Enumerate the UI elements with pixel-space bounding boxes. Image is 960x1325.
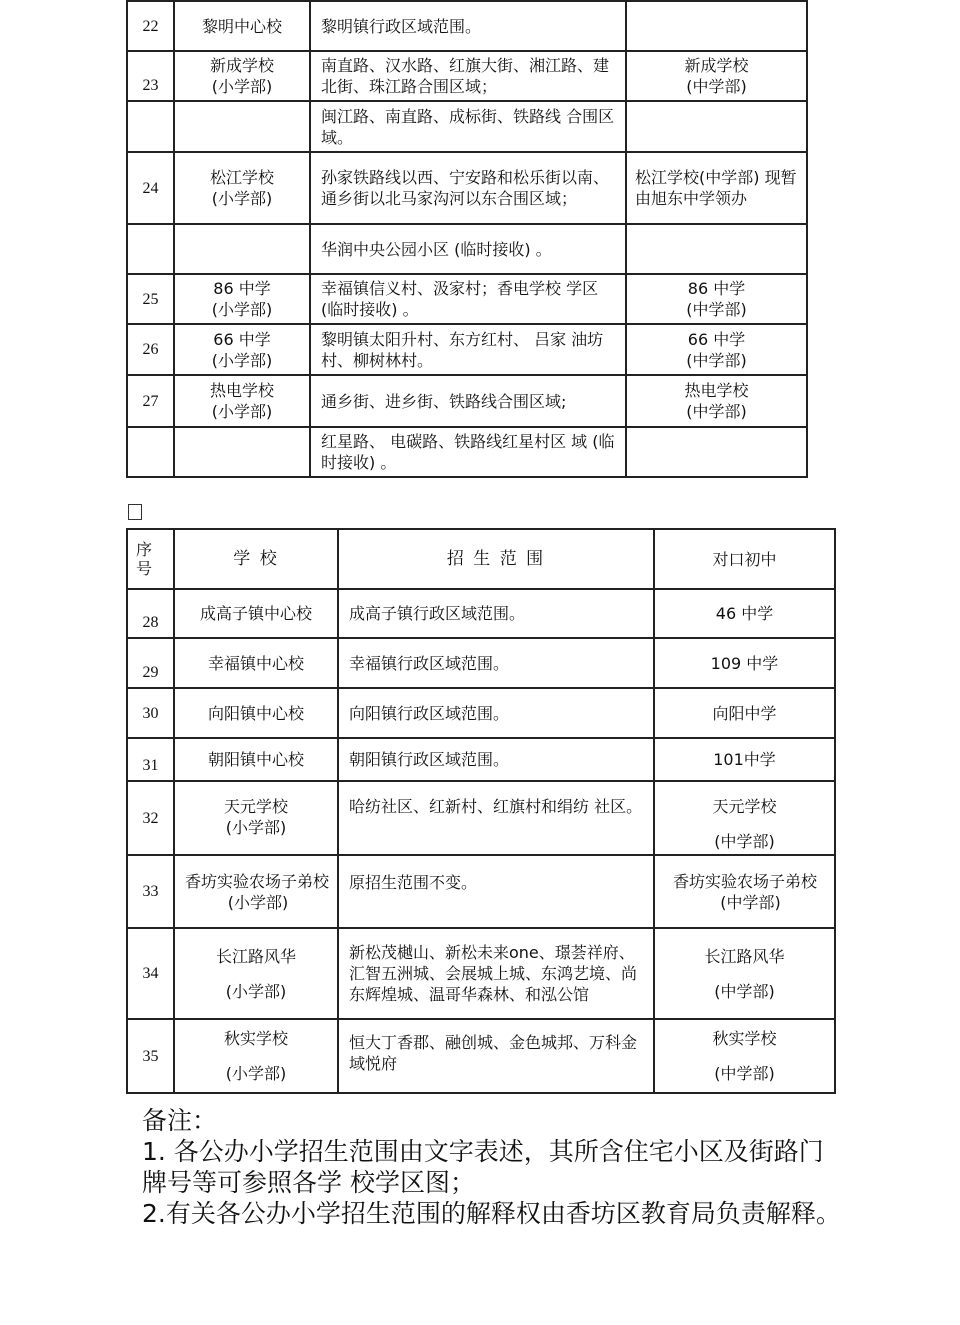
middle-school-cell: 46 中学 (654, 589, 835, 638)
middle-school-cell: 松江学校(中学部) 现暂由旭东中学领办 (626, 152, 807, 224)
middle-school-cell (626, 224, 807, 274)
school-cell: 长江路风华 (小学部) (174, 928, 338, 1019)
range-cell: 红星路、 电碳路、铁路线红星村区 域 (临时接收) 。 (310, 427, 626, 477)
header-middle-school: 对口初中 (654, 529, 835, 589)
row-number: 35 (127, 1019, 174, 1093)
table-row (127, 738, 835, 781)
table-row (127, 855, 835, 928)
range-cell: 南直路、汉水路、红旗大街、湘江路、建北街、珠江路合围区域； (310, 51, 626, 101)
row-number (127, 427, 174, 477)
range-cell: 朝阳镇行政区域范围。 (338, 738, 654, 781)
range-cell: 恒大丁香郡、融创城、金色城邦、万科金域悦府 (338, 1019, 654, 1093)
table-row (127, 101, 807, 152)
school-cell: 松江学校 (小学部) (174, 152, 310, 224)
table-row (127, 427, 807, 477)
school-cell: 秋实学校 (小学部) (174, 1019, 338, 1093)
row-number: 25 (127, 274, 174, 324)
row-number: 28 (127, 589, 174, 638)
middle-school-cell: 109 中学 (654, 638, 835, 688)
enrollment-table (126, 528, 836, 1094)
note-item-1: 1. 各公办小学招生范围由文字表述，其所含住宅小区及街路门牌号等可参照各学 校学区图； (142, 1137, 824, 1197)
row-number: 23 (127, 51, 174, 101)
row-number: 27 (127, 375, 174, 427)
school-cell: 黎明中心校 (174, 1, 310, 51)
range-cell: 孙家铁路线以西、宁安路和松乐街以南、 通乡街以北马家沟河以东合围区域； (310, 152, 626, 224)
range-cell: 华润中央公园小区 (临时接收) 。 (310, 224, 626, 274)
header-range: 招 生 范 围 (338, 529, 654, 589)
middle-school-cell: 66 中学 (中学部) (626, 324, 807, 375)
middle-school-cell: 热电学校 (中学部) (626, 375, 807, 427)
notes-section (142, 1105, 842, 1229)
table-row (127, 589, 835, 638)
row-number (127, 224, 174, 274)
school-cell: 朝阳镇中心校 (174, 738, 338, 781)
school-cell: 86 中学 (小学部) (174, 274, 310, 324)
row-number: 31 (127, 738, 174, 781)
row-number: 22 (127, 1, 174, 51)
range-cell: 幸福镇行政区域范围。 (338, 638, 654, 688)
range-cell: 黎明镇太阳升村、东方红村、 吕家 油坊村、柳树林村。 (310, 324, 626, 375)
table-row (127, 1, 807, 51)
school-cell: 向阳镇中心校 (174, 688, 338, 738)
range-cell: 向阳镇行政区域范围。 (338, 688, 654, 738)
middle-school-cell: 天元学校 (中学部) (654, 781, 835, 855)
table-row (127, 928, 835, 1019)
table-row (127, 781, 835, 855)
range-cell: 新松茂樾山、新松未来one、璟荟祥府、汇智五洲城、会展城上城、东鸿艺境、尚东辉煌城、温哥华森林、和泓公馆 (338, 928, 654, 1019)
school-cell: 66 中学 (小学部) (174, 324, 310, 375)
table-row (127, 688, 835, 738)
school-cell (174, 224, 310, 274)
school-cell: 热电学校 (小学部) (174, 375, 310, 427)
table-row (127, 324, 807, 375)
page-break-marker (128, 504, 142, 520)
table-row (127, 1019, 835, 1093)
range-cell: 黎明镇行政区域范围。 (310, 1, 626, 51)
notes-title: 备注： (142, 1106, 218, 1135)
table-row (127, 152, 807, 224)
row-number: 34 (127, 928, 174, 1019)
middle-school-cell (626, 427, 807, 477)
middle-school-cell (626, 1, 807, 51)
middle-school-cell: 秋实学校 (中学部) (654, 1019, 835, 1093)
range-cell: 通乡街、进乡街、铁路线合围区域; (310, 375, 626, 427)
row-number: 32 (127, 781, 174, 855)
middle-school-cell (626, 101, 807, 152)
middle-school-cell: 86 中学 (中学部) (626, 274, 807, 324)
range-cell: 哈纺社区、红新村、红旗村和绢纺 社区。 (338, 781, 654, 855)
school-cell: 成高子镇中心校 (174, 589, 338, 638)
range-cell: 闽江路、南直路、成标街、铁路线 合围区域。 (310, 101, 626, 152)
row-number: 24 (127, 152, 174, 224)
middle-school-cell: 101中学 (654, 738, 835, 781)
row-number: 29 (127, 638, 174, 688)
range-cell: 幸福镇信义村、汲家村；香电学校 学区 (临时接收) 。 (310, 274, 626, 324)
header-seq: 序号 (127, 529, 174, 589)
note-item-2: 2.有关各公办小学招生范围的解释权由香坊区教育局负责解释。 (142, 1199, 841, 1228)
range-cell: 成高子镇行政区域范围。 (338, 589, 654, 638)
range-cell: 原招生范围不变。 (338, 855, 654, 928)
header-school: 学 校 (174, 529, 338, 589)
table-row (127, 274, 807, 324)
table-header-row (127, 529, 835, 589)
school-cell: 香坊实验农场子弟校 (小学部) (174, 855, 338, 928)
middle-school-cell: 向阳中学 (654, 688, 835, 738)
middle-school-cell: 新成学校 (中学部) (626, 51, 807, 101)
row-number: 33 (127, 855, 174, 928)
school-cell: 天元学校 (小学部) (174, 781, 338, 855)
row-number (127, 101, 174, 152)
school-cell: 幸福镇中心校 (174, 638, 338, 688)
school-cell (174, 101, 310, 152)
table-row (127, 638, 835, 688)
school-cell (174, 427, 310, 477)
table-row (127, 51, 807, 101)
school-cell: 新成学校 (小学部) (174, 51, 310, 101)
middle-school-cell: 香坊实验农场子弟校 (中学部) (654, 855, 835, 928)
row-number: 26 (127, 324, 174, 375)
enrollment-table-continued (126, 0, 808, 478)
table-row (127, 224, 807, 274)
table-row (127, 375, 807, 427)
row-number: 30 (127, 688, 174, 738)
middle-school-cell: 长江路风华 (中学部) (654, 928, 835, 1019)
